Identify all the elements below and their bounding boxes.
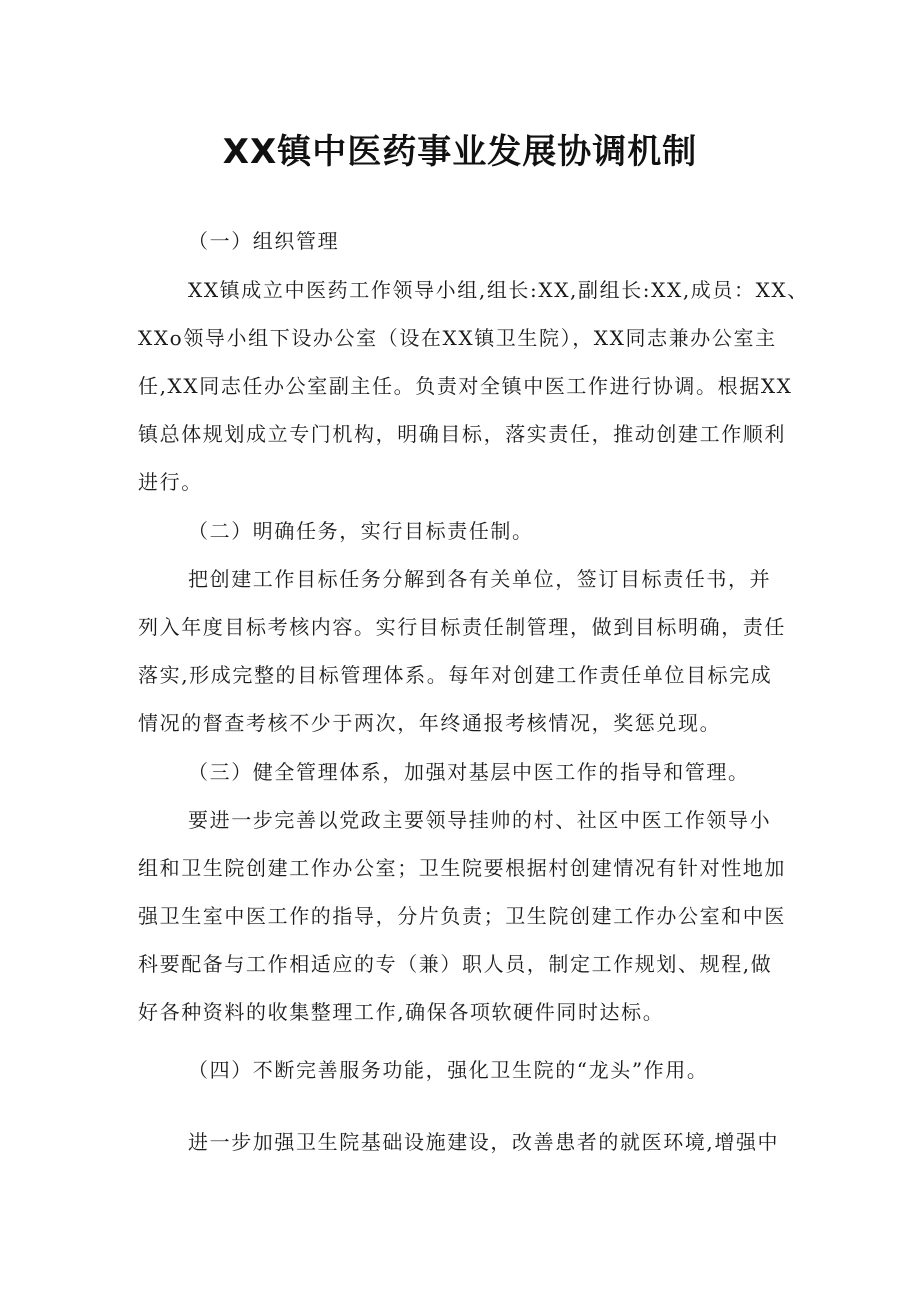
paragraph-line: 情况的督查考核不少于两次，年终通报考核情况，奖惩兑现。 (138, 711, 722, 735)
paragraph-line: 落实,形成完整的目标管理体系。每年对创建工作责任单位目标完成 (138, 663, 773, 687)
document-title: XX镇中医药事业发展协调机制 (222, 132, 698, 172)
section-heading-4: （四）不断完善服务功能，强化卫生院的“龙头”作用。 (188, 1058, 709, 1082)
section-heading-1: （一）组织管理 (188, 229, 340, 253)
paragraph-line: 强卫生室中医工作的指导，分片负责；卫生院创建工作办公室和中医 (138, 904, 786, 928)
section-heading-3: （三）健全管理体系，加强对基层中医工作的指导和管理。 (188, 760, 750, 784)
paragraph-line: 科要配备与工作相适应的专（兼）职人员，制定工作规划、规程,做 (138, 952, 773, 976)
paragraph-line: XXo领导小组下设办公室（设在XX镇卫生院），XX同志兼办公室主 (138, 326, 777, 350)
paragraph-line: 要进一步完善以党政主要领导挂帅的村、社区中医工作领导小 (188, 808, 772, 832)
section-heading-2: （二）明确任务，实行目标责任制。 (188, 519, 534, 543)
paragraph-line: 进行。 (138, 470, 203, 494)
paragraph-line: 组和卫生院创建工作办公室；卫生院要根据村创建情况有针对性地加 (138, 856, 786, 880)
paragraph-line: 把创建工作目标任务分解到各有关单位，签订目标责任书，并 (188, 567, 772, 591)
paragraph-line: 好各种资料的收集整理工作,确保各项软硬件同时达标。 (138, 1000, 665, 1024)
paragraph-line: XX镇成立中医药工作领导小组,组长:XX,副组长:XX,成员：XX、 (188, 278, 809, 302)
paragraph-line: 镇总体规划成立专门机构，明确目标，落实责任，推动创建工作顺利 (138, 422, 786, 446)
paragraph-line: 任,XX同志任办公室副主任。负责对全镇中医工作进行协调。根据XX (138, 374, 793, 398)
paragraph-line: 进一步加强卫生院基础设施建设，改善患者的就医环境,增强中 (188, 1130, 780, 1154)
paragraph-line: 列入年度目标考核内容。实行目标责任制管理，做到目标明确，责任 (138, 615, 786, 639)
